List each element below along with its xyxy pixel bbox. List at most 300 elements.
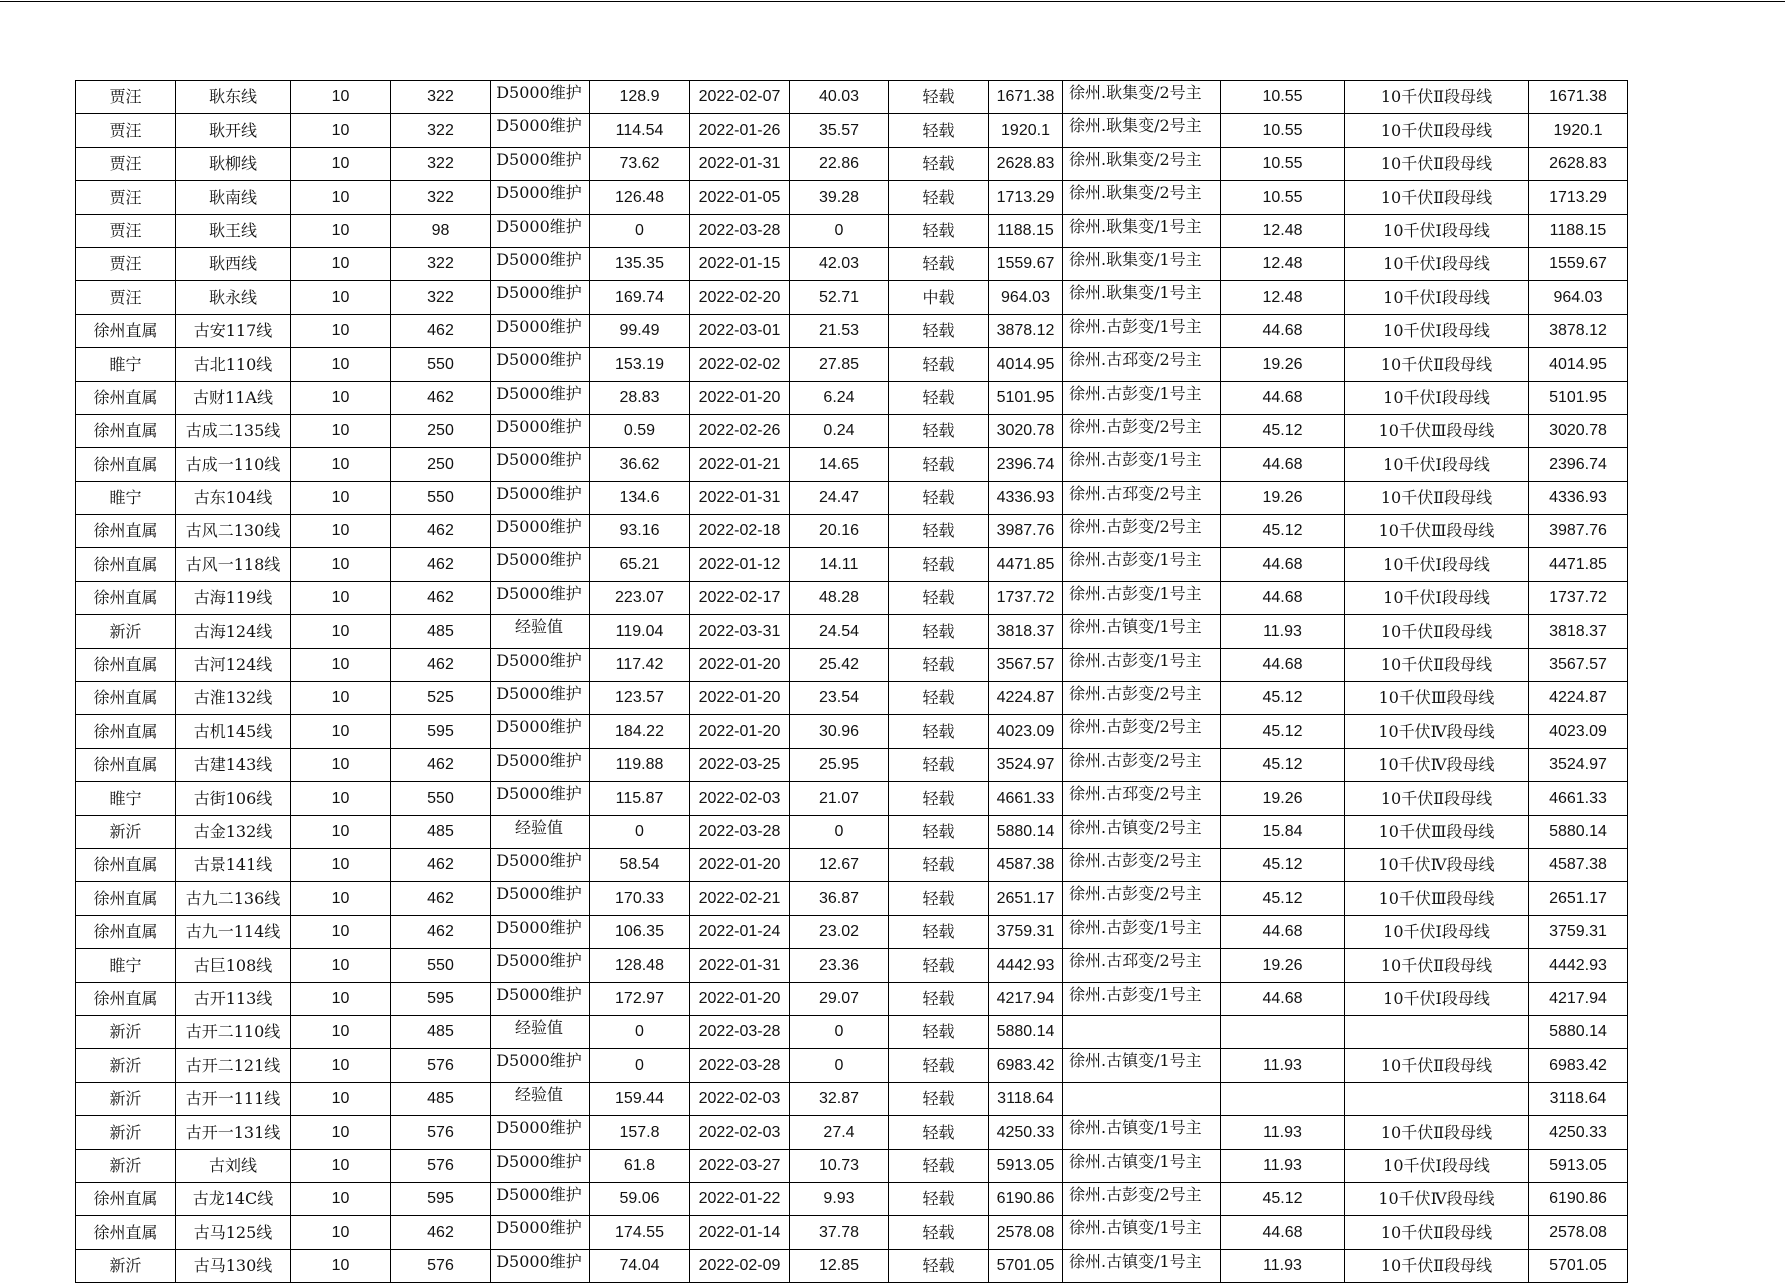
max-current-cell: 74.04 — [590, 1249, 690, 1282]
max-current-cell: 93.16 — [590, 515, 690, 548]
date-cell: 2022-02-20 — [690, 281, 790, 314]
line-name-cell: 古风一118线 — [176, 548, 291, 581]
available-capacity-cell: 4250.33 — [989, 1116, 1063, 1149]
load-rate-cell: 20.16 — [790, 515, 889, 548]
transformer-load-rate-cell: 44.68 — [1221, 982, 1345, 1015]
busbar-cell: 10千伏Ⅲ段母线 — [1345, 515, 1529, 548]
remaining-capacity-cell: 3524.97 — [1529, 748, 1628, 781]
line-name-cell: 古马130线 — [176, 1249, 291, 1282]
region-cell: 新沂 — [76, 815, 176, 848]
transformer-load-rate-cell: 19.26 — [1221, 481, 1345, 514]
region-cell: 徐州直属 — [76, 748, 176, 781]
remaining-capacity-cell: 4471.85 — [1529, 548, 1628, 581]
date-cell: 2022-03-28 — [690, 1049, 790, 1082]
capacity-cell: 462 — [391, 915, 491, 948]
voltage-cell: 10 — [291, 748, 391, 781]
available-capacity-cell: 6190.86 — [989, 1182, 1063, 1215]
line-name-cell: 耿西线 — [176, 247, 291, 280]
table-row — [76, 1015, 1628, 1048]
region-cell: 徐州直属 — [76, 548, 176, 581]
available-capacity-cell: 2396.74 — [989, 448, 1063, 481]
capacity-cell: 550 — [391, 481, 491, 514]
busbar-cell: 10千伏Ⅰ段母线 — [1345, 982, 1529, 1015]
transformer-cell: 徐州.古彭变/1号主 — [1063, 548, 1221, 581]
table-row — [76, 949, 1628, 982]
load-level-cell: 轻载 — [889, 782, 989, 815]
max-current-cell: 223.07 — [590, 581, 690, 614]
table-row — [76, 982, 1628, 1015]
load-level-cell: 轻载 — [889, 1182, 989, 1215]
load-rate-cell: 0.24 — [790, 414, 889, 447]
table-row — [76, 1116, 1628, 1149]
region-cell: 新沂 — [76, 1082, 176, 1115]
load-rate-cell: 23.54 — [790, 682, 889, 715]
load-rate-cell: 39.28 — [790, 181, 889, 214]
transformer-cell: 徐州.古彭变/1号主 — [1063, 915, 1221, 948]
region-cell: 新沂 — [76, 1149, 176, 1182]
max-current-cell: 114.54 — [590, 114, 690, 147]
line-name-cell: 古开一131线 — [176, 1116, 291, 1149]
load-rate-cell: 14.65 — [790, 448, 889, 481]
available-capacity-cell: 4014.95 — [989, 348, 1063, 381]
region-cell: 徐州直属 — [76, 1182, 176, 1215]
busbar-cell: 10千伏Ⅱ段母线 — [1345, 114, 1529, 147]
capacity-cell: 550 — [391, 949, 491, 982]
transformer-load-rate-cell: 44.68 — [1221, 381, 1345, 414]
max-current-cell: 159.44 — [590, 1082, 690, 1115]
table-row — [76, 848, 1628, 881]
remaining-capacity-cell: 3118.64 — [1529, 1082, 1628, 1115]
voltage-cell: 10 — [291, 1216, 391, 1249]
transformer-load-rate-cell: 11.93 — [1221, 615, 1345, 648]
transformer-load-rate-cell: 44.68 — [1221, 314, 1345, 347]
date-cell: 2022-01-20 — [690, 682, 790, 715]
table-row — [76, 815, 1628, 848]
busbar-cell: 10千伏Ⅱ段母线 — [1345, 1216, 1529, 1249]
voltage-cell: 10 — [291, 882, 391, 915]
busbar-cell: 10千伏Ⅰ段母线 — [1345, 448, 1529, 481]
max-current-cell: 58.54 — [590, 848, 690, 881]
source-cell: 经验值 — [491, 1015, 590, 1048]
table-row — [76, 147, 1628, 180]
load-rate-cell: 22.86 — [790, 147, 889, 180]
date-cell: 2022-01-20 — [690, 982, 790, 1015]
remaining-capacity-cell: 2651.17 — [1529, 882, 1628, 915]
voltage-cell: 10 — [291, 782, 391, 815]
remaining-capacity-cell: 3759.31 — [1529, 915, 1628, 948]
max-current-cell: 174.55 — [590, 1216, 690, 1249]
load-rate-cell: 21.07 — [790, 782, 889, 815]
load-level-cell: 轻载 — [889, 381, 989, 414]
voltage-cell: 10 — [291, 481, 391, 514]
available-capacity-cell: 5913.05 — [989, 1149, 1063, 1182]
region-cell: 贾汪 — [76, 181, 176, 214]
max-current-cell: 128.9 — [590, 81, 690, 114]
available-capacity-cell: 5880.14 — [989, 1015, 1063, 1048]
transformer-cell: 徐州.耿集变/2号主 — [1063, 147, 1221, 180]
line-name-cell: 耿南线 — [176, 181, 291, 214]
max-current-cell: 119.04 — [590, 615, 690, 648]
voltage-cell: 10 — [291, 381, 391, 414]
transformer-load-rate-cell: 45.12 — [1221, 515, 1345, 548]
voltage-cell: 10 — [291, 414, 391, 447]
source-cell: D5000维护 — [491, 1116, 590, 1149]
voltage-cell: 10 — [291, 615, 391, 648]
date-cell: 2022-01-05 — [690, 181, 790, 214]
load-level-cell: 轻载 — [889, 715, 989, 748]
remaining-capacity-cell: 4442.93 — [1529, 949, 1628, 982]
transformer-load-rate-cell: 45.12 — [1221, 748, 1345, 781]
capacity-cell: 485 — [391, 615, 491, 648]
line-name-cell: 古风二130线 — [176, 515, 291, 548]
source-cell: D5000维护 — [491, 281, 590, 314]
transformer-load-rate-cell: 45.12 — [1221, 682, 1345, 715]
line-name-cell: 古刘线 — [176, 1149, 291, 1182]
load-level-cell: 轻载 — [889, 515, 989, 548]
load-level-cell: 轻载 — [889, 1082, 989, 1115]
date-cell: 2022-01-26 — [690, 114, 790, 147]
busbar-cell: 10千伏Ⅳ段母线 — [1345, 1182, 1529, 1215]
max-current-cell: 36.62 — [590, 448, 690, 481]
table-row — [76, 348, 1628, 381]
voltage-cell: 10 — [291, 1116, 391, 1149]
load-level-cell: 轻载 — [889, 815, 989, 848]
load-rate-cell: 27.85 — [790, 348, 889, 381]
load-rate-cell: 0 — [790, 815, 889, 848]
load-level-cell: 轻载 — [889, 1249, 989, 1282]
region-cell: 新沂 — [76, 1015, 176, 1048]
region-cell: 徐州直属 — [76, 1216, 176, 1249]
transformer-cell: 徐州.古彭变/2号主 — [1063, 1182, 1221, 1215]
capacity-cell: 98 — [391, 214, 491, 247]
max-current-cell: 61.8 — [590, 1149, 690, 1182]
load-rate-cell: 29.07 — [790, 982, 889, 1015]
source-cell: D5000维护 — [491, 782, 590, 815]
table-row — [76, 1182, 1628, 1215]
transformer-load-rate-cell: 44.68 — [1221, 448, 1345, 481]
source-cell: D5000维护 — [491, 682, 590, 715]
source-cell: D5000维护 — [491, 1182, 590, 1215]
max-current-cell: 59.06 — [590, 1182, 690, 1215]
available-capacity-cell: 1737.72 — [989, 581, 1063, 614]
load-level-cell: 轻载 — [889, 147, 989, 180]
max-current-cell: 106.35 — [590, 915, 690, 948]
source-cell: D5000维护 — [491, 982, 590, 1015]
transformer-load-rate-cell: 10.55 — [1221, 147, 1345, 180]
source-cell: D5000维护 — [491, 381, 590, 414]
busbar-cell: 10千伏Ⅱ段母线 — [1345, 81, 1529, 114]
load-rate-cell: 24.47 — [790, 481, 889, 514]
transformer-cell: 徐州.古彭变/2号主 — [1063, 414, 1221, 447]
table-row — [76, 214, 1628, 247]
voltage-cell: 10 — [291, 949, 391, 982]
max-current-cell: 117.42 — [590, 648, 690, 681]
capacity-cell: 576 — [391, 1049, 491, 1082]
transformer-load-rate-cell: 19.26 — [1221, 782, 1345, 815]
capacity-cell: 322 — [391, 281, 491, 314]
available-capacity-cell: 3818.37 — [989, 615, 1063, 648]
max-current-cell: 169.74 — [590, 281, 690, 314]
transformer-load-rate-cell: 12.48 — [1221, 247, 1345, 280]
load-rate-cell: 52.71 — [790, 281, 889, 314]
load-rate-cell: 12.67 — [790, 848, 889, 881]
date-cell: 2022-03-28 — [690, 214, 790, 247]
voltage-cell: 10 — [291, 247, 391, 280]
transformer-load-rate-cell: 44.68 — [1221, 648, 1345, 681]
capacity-cell: 462 — [391, 1216, 491, 1249]
remaining-capacity-cell: 2396.74 — [1529, 448, 1628, 481]
transformer-load-rate-cell: 10.55 — [1221, 181, 1345, 214]
date-cell: 2022-01-20 — [690, 848, 790, 881]
voltage-cell: 10 — [291, 1082, 391, 1115]
transformer-cell: 徐州.古彭变/1号主 — [1063, 381, 1221, 414]
transformer-load-rate-cell: 45.12 — [1221, 848, 1345, 881]
load-level-cell: 轻载 — [889, 181, 989, 214]
load-level-cell: 轻载 — [889, 682, 989, 715]
feeder-load-table — [75, 80, 1628, 1283]
max-current-cell: 126.48 — [590, 181, 690, 214]
load-level-cell: 轻载 — [889, 481, 989, 514]
available-capacity-cell: 3020.78 — [989, 414, 1063, 447]
region-cell: 徐州直属 — [76, 982, 176, 1015]
available-capacity-cell: 964.03 — [989, 281, 1063, 314]
max-current-cell: 134.6 — [590, 481, 690, 514]
source-cell: D5000维护 — [491, 882, 590, 915]
transformer-cell: 徐州.古彭变/1号主 — [1063, 648, 1221, 681]
load-rate-cell: 14.11 — [790, 548, 889, 581]
load-level-cell: 轻载 — [889, 448, 989, 481]
transformer-cell: 徐州.古彭变/2号主 — [1063, 882, 1221, 915]
region-cell: 睢宁 — [76, 348, 176, 381]
table-row — [76, 548, 1628, 581]
busbar-cell: 10千伏Ⅰ段母线 — [1345, 381, 1529, 414]
transformer-load-rate-cell — [1221, 1082, 1345, 1115]
table-row — [76, 414, 1628, 447]
region-cell: 贾汪 — [76, 281, 176, 314]
capacity-cell: 462 — [391, 748, 491, 781]
source-cell: D5000维护 — [491, 949, 590, 982]
transformer-cell: 徐州.古彭变/2号主 — [1063, 515, 1221, 548]
load-level-cell: 轻载 — [889, 1049, 989, 1082]
line-name-cell: 古龙14C线 — [176, 1182, 291, 1215]
load-level-cell: 轻载 — [889, 1015, 989, 1048]
transformer-load-rate-cell: 12.48 — [1221, 281, 1345, 314]
date-cell: 2022-03-28 — [690, 815, 790, 848]
source-cell: D5000维护 — [491, 181, 590, 214]
max-current-cell: 28.83 — [590, 381, 690, 414]
voltage-cell: 10 — [291, 147, 391, 180]
source-cell: D5000维护 — [491, 481, 590, 514]
line-name-cell: 古开二121线 — [176, 1049, 291, 1082]
remaining-capacity-cell: 4023.09 — [1529, 715, 1628, 748]
load-level-cell: 轻载 — [889, 81, 989, 114]
max-current-cell: 0 — [590, 1015, 690, 1048]
busbar-cell: 10千伏Ⅰ段母线 — [1345, 1149, 1529, 1182]
max-current-cell: 65.21 — [590, 548, 690, 581]
remaining-capacity-cell: 5913.05 — [1529, 1149, 1628, 1182]
transformer-cell: 徐州.耿集变/1号主 — [1063, 247, 1221, 280]
voltage-cell: 10 — [291, 1015, 391, 1048]
region-cell: 徐州直属 — [76, 682, 176, 715]
table-row — [76, 648, 1628, 681]
transformer-cell: 徐州.耿集变/1号主 — [1063, 281, 1221, 314]
transformer-load-rate-cell: 10.55 — [1221, 81, 1345, 114]
available-capacity-cell: 6983.42 — [989, 1049, 1063, 1082]
transformer-cell: 徐州.古镇变/1号主 — [1063, 1249, 1221, 1282]
load-rate-cell: 21.53 — [790, 314, 889, 347]
remaining-capacity-cell: 1920.1 — [1529, 114, 1628, 147]
transformer-cell: 徐州.古彭变/2号主 — [1063, 748, 1221, 781]
remaining-capacity-cell: 3567.57 — [1529, 648, 1628, 681]
transformer-cell: 徐州.古邳变/2号主 — [1063, 348, 1221, 381]
capacity-cell: 550 — [391, 348, 491, 381]
date-cell: 2022-03-27 — [690, 1149, 790, 1182]
busbar-cell — [1345, 1082, 1529, 1115]
date-cell: 2022-02-09 — [690, 1249, 790, 1282]
transformer-load-rate-cell: 19.26 — [1221, 348, 1345, 381]
available-capacity-cell: 2628.83 — [989, 147, 1063, 180]
remaining-capacity-cell: 4587.38 — [1529, 848, 1628, 881]
page-top-rule — [0, 1, 1785, 2]
capacity-cell: 322 — [391, 81, 491, 114]
busbar-cell: 10千伏Ⅱ段母线 — [1345, 949, 1529, 982]
busbar-cell: 10千伏Ⅰ段母线 — [1345, 581, 1529, 614]
source-cell: 经验值 — [491, 1082, 590, 1115]
remaining-capacity-cell: 5101.95 — [1529, 381, 1628, 414]
transformer-cell: 徐州.古彭变/1号主 — [1063, 982, 1221, 1015]
source-cell: D5000维护 — [491, 147, 590, 180]
date-cell: 2022-01-31 — [690, 147, 790, 180]
region-cell: 徐州直属 — [76, 448, 176, 481]
date-cell: 2022-03-01 — [690, 314, 790, 347]
voltage-cell: 10 — [291, 848, 391, 881]
transformer-load-rate-cell: 15.84 — [1221, 815, 1345, 848]
busbar-cell: 10千伏Ⅰ段母线 — [1345, 247, 1529, 280]
load-level-cell: 轻载 — [889, 214, 989, 247]
date-cell: 2022-01-20 — [690, 715, 790, 748]
region-cell: 徐州直属 — [76, 882, 176, 915]
load-rate-cell: 42.03 — [790, 247, 889, 280]
load-rate-cell: 35.57 — [790, 114, 889, 147]
line-name-cell: 古九一114线 — [176, 915, 291, 948]
load-rate-cell: 23.02 — [790, 915, 889, 948]
available-capacity-cell: 4224.87 — [989, 682, 1063, 715]
region-cell: 徐州直属 — [76, 581, 176, 614]
line-name-cell: 古巨108线 — [176, 949, 291, 982]
transformer-load-rate-cell: 44.68 — [1221, 1216, 1345, 1249]
source-cell: D5000维护 — [491, 915, 590, 948]
transformer-cell: 徐州.耿集变/1号主 — [1063, 214, 1221, 247]
line-name-cell: 古淮132线 — [176, 682, 291, 715]
voltage-cell: 10 — [291, 982, 391, 1015]
line-name-cell: 古成一110线 — [176, 448, 291, 481]
transformer-load-rate-cell: 11.93 — [1221, 1049, 1345, 1082]
remaining-capacity-cell: 1737.72 — [1529, 581, 1628, 614]
date-cell: 2022-02-17 — [690, 581, 790, 614]
load-level-cell: 轻载 — [889, 748, 989, 781]
table-row — [76, 81, 1628, 114]
source-cell: 经验值 — [491, 815, 590, 848]
busbar-cell: 10千伏Ⅱ段母线 — [1345, 782, 1529, 815]
line-name-cell: 耿王线 — [176, 214, 291, 247]
load-rate-cell: 0 — [790, 214, 889, 247]
remaining-capacity-cell: 4224.87 — [1529, 682, 1628, 715]
available-capacity-cell: 3759.31 — [989, 915, 1063, 948]
source-cell: D5000维护 — [491, 448, 590, 481]
region-cell: 新沂 — [76, 1116, 176, 1149]
transformer-cell: 徐州.耿集变/2号主 — [1063, 181, 1221, 214]
region-cell: 徐州直属 — [76, 381, 176, 414]
capacity-cell: 485 — [391, 1082, 491, 1115]
source-cell: D5000维护 — [491, 348, 590, 381]
remaining-capacity-cell: 4250.33 — [1529, 1116, 1628, 1149]
remaining-capacity-cell: 4014.95 — [1529, 348, 1628, 381]
date-cell: 2022-01-24 — [690, 915, 790, 948]
load-rate-cell: 0 — [790, 1015, 889, 1048]
remaining-capacity-cell: 3020.78 — [1529, 414, 1628, 447]
transformer-load-rate-cell: 19.26 — [1221, 949, 1345, 982]
remaining-capacity-cell: 3987.76 — [1529, 515, 1628, 548]
region-cell: 睢宁 — [76, 481, 176, 514]
busbar-cell: 10千伏Ⅱ段母线 — [1345, 147, 1529, 180]
max-current-cell: 172.97 — [590, 982, 690, 1015]
load-rate-cell: 0 — [790, 1049, 889, 1082]
voltage-cell: 10 — [291, 114, 391, 147]
transformer-cell: 徐州.古彭变/2号主 — [1063, 715, 1221, 748]
source-cell: D5000维护 — [491, 715, 590, 748]
remaining-capacity-cell: 1559.67 — [1529, 247, 1628, 280]
table-row — [76, 281, 1628, 314]
available-capacity-cell: 3878.12 — [989, 314, 1063, 347]
voltage-cell: 10 — [291, 548, 391, 581]
capacity-cell: 595 — [391, 715, 491, 748]
transformer-cell — [1063, 1015, 1221, 1048]
load-rate-cell: 6.24 — [790, 381, 889, 414]
source-cell: D5000维护 — [491, 1049, 590, 1082]
load-rate-cell: 23.36 — [790, 949, 889, 982]
date-cell: 2022-03-31 — [690, 615, 790, 648]
date-cell: 2022-02-02 — [690, 348, 790, 381]
date-cell: 2022-02-18 — [690, 515, 790, 548]
available-capacity-cell: 3524.97 — [989, 748, 1063, 781]
date-cell: 2022-01-15 — [690, 247, 790, 280]
transformer-cell: 徐州.古邳变/2号主 — [1063, 949, 1221, 982]
region-cell: 新沂 — [76, 1249, 176, 1282]
voltage-cell: 10 — [291, 314, 391, 347]
region-cell: 徐州直属 — [76, 414, 176, 447]
load-level-cell: 轻载 — [889, 648, 989, 681]
capacity-cell: 485 — [391, 815, 491, 848]
transformer-cell: 徐州.耿集变/2号主 — [1063, 81, 1221, 114]
load-level-cell: 轻载 — [889, 348, 989, 381]
region-cell: 睢宁 — [76, 949, 176, 982]
available-capacity-cell: 3118.64 — [989, 1082, 1063, 1115]
line-name-cell: 古建143线 — [176, 748, 291, 781]
load-level-cell: 轻载 — [889, 1149, 989, 1182]
voltage-cell: 10 — [291, 448, 391, 481]
capacity-cell: 462 — [391, 515, 491, 548]
date-cell: 2022-01-12 — [690, 548, 790, 581]
load-level-cell: 轻载 — [889, 247, 989, 280]
available-capacity-cell: 4023.09 — [989, 715, 1063, 748]
available-capacity-cell: 3987.76 — [989, 515, 1063, 548]
voltage-cell: 10 — [291, 181, 391, 214]
source-cell: D5000维护 — [491, 314, 590, 347]
region-cell: 徐州直属 — [76, 715, 176, 748]
date-cell: 2022-02-21 — [690, 882, 790, 915]
load-rate-cell: 27.4 — [790, 1116, 889, 1149]
transformer-load-rate-cell: 44.68 — [1221, 915, 1345, 948]
